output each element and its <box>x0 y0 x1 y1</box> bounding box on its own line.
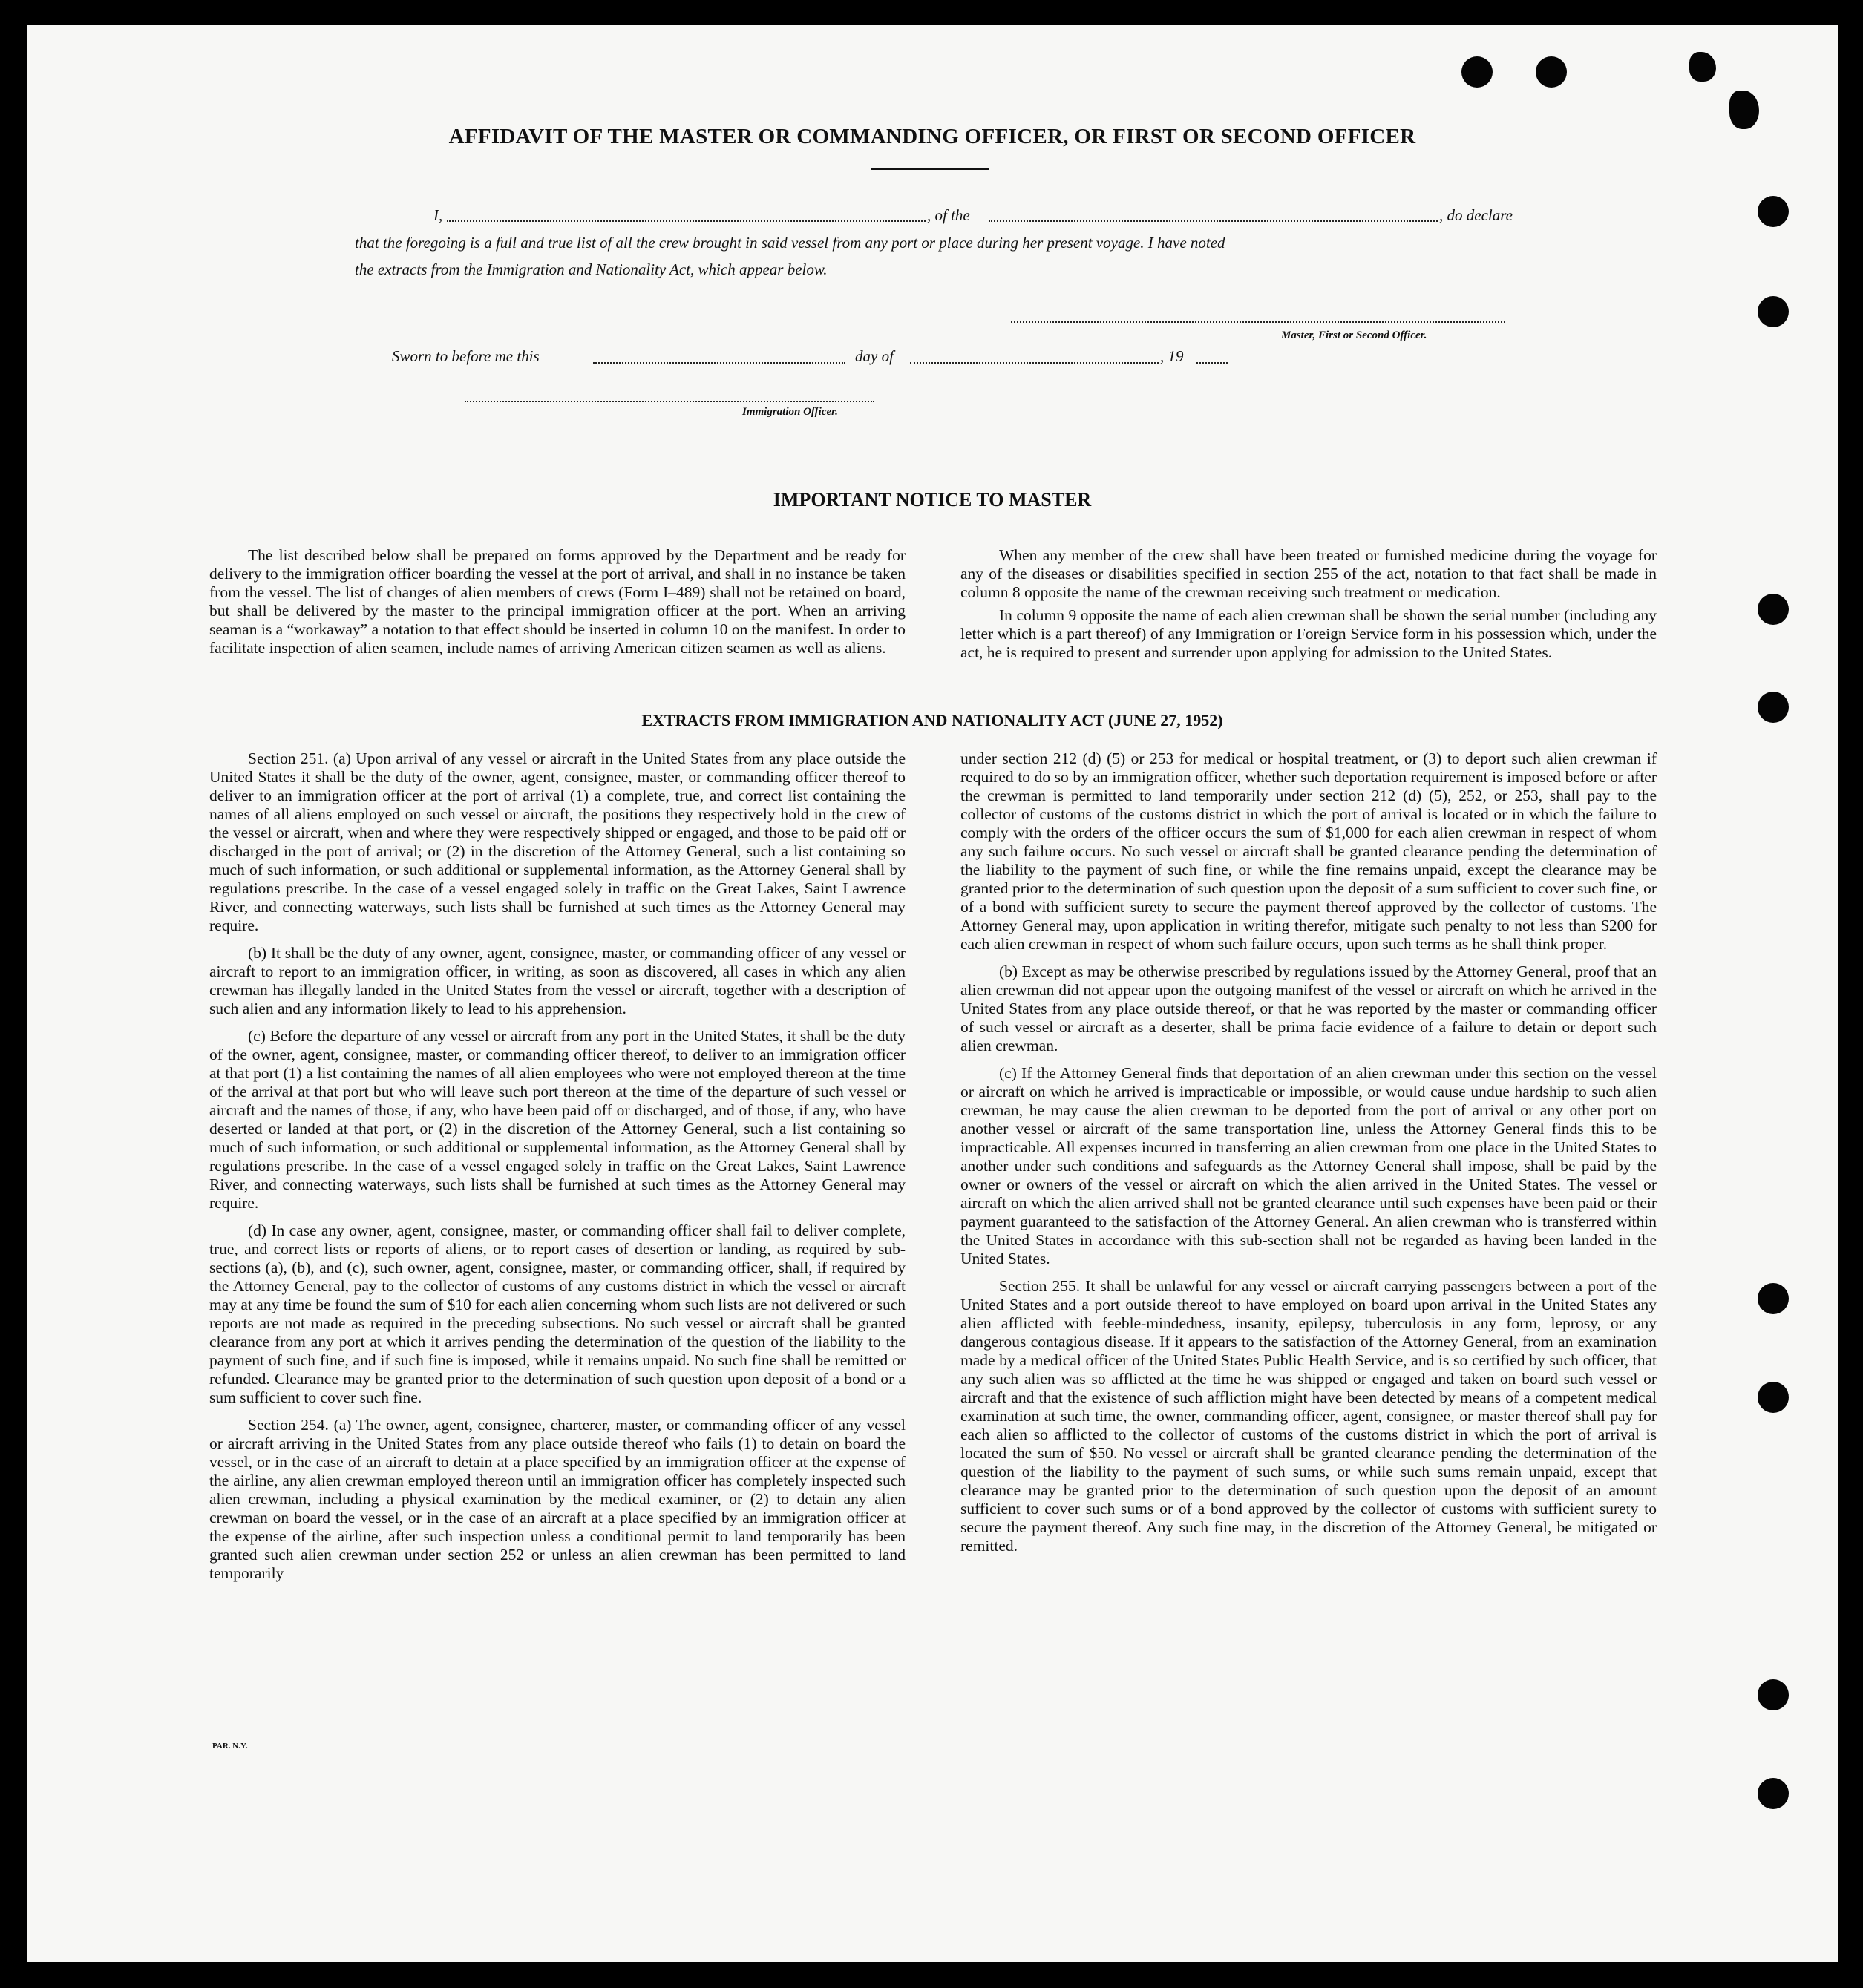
extracts-left-column <box>209 749 906 1592</box>
sworn-month-field[interactable] <box>910 362 1159 364</box>
section-paragraph: (c) If the Attorney General finds that deportation of an alien crewman under this section on the vessel or aircraft on which he arrived is impracticable or impossible, or would cause undue hardship to such alien crewman, he may cause the alien crewman to be deported from the port of arrival or any other port on another vessel or aircraft of the same transportation line, unless the Attorney General finds this to be impracticable. All expenses incurred in transferring an alien crewman from one place in the United States to another under such conditions and safeguards as the Attorney General shall impose, shall be paid by the owner or owners of the vessel or aircraft on which the alien arrived in the United States. The vessel or aircraft on which the alien arrived shall not be granted clearance until such expenses have been paid or their payment guaranteed to the satisfaction of the Attorney General. An alien crewman who is transferred within the United States in accordance with this sub-section shall not be regarded as having been landed in the United States. <box>960 1064 1657 1267</box>
punch-hole-top-1 <box>1461 56 1493 88</box>
sworn-end: , 19 <box>1160 347 1184 365</box>
affidavit-line1-mid: , of the <box>927 206 970 224</box>
section-paragraph: (d) In case any owner, agent, consignee, master, or commanding officer shall fail to deliver complete, true, and correct lists or reports of aliens, or to report cases of desertion or landing, as required by sub-sections (a), (b), and (c), such owner, agent, consignee, master, or commanding officer, shall, if required by the Attorney General, pay to the collector of customs of any customs district in which the vessel or aircraft may at any time be found the sum of $10 for each alien concerning whom such lists are not delivered or such reports are not made as required in the preceding subsections. No such vessel or aircraft shall be granted clearance from any port at which it arrives pending the determination of the question of the liability to the payment of such fine, and if such fine is imposed, while it remains unpaid. No such fine shall be remitted or refunded. Clearance may be granted prior to the determination of such question upon deposit of a bond or a sum sufficient to cover such fine. <box>209 1221 906 1406</box>
section-paragraph: (c) Before the departure of any vessel or aircraft from any port in the United States, it shall be the duty of the owner, agent, consignee, master, or commanding officer thereof, to deliver to an immigration officer at that port (1) a list containing the names of all alien employees who were not employed thereon at the time of the arrival at that port but who will leave such port thereon at the time of the departure of such vessel or aircraft and the names of those, if any, who have been paid off or discharged, and of those, if any, who have deserted or landed at that port, or (2) in the discretion of the Attorney General, such a list containing so much of such information, or such additional or supplemental information, as the Attorney General shall by regulations prescribe. In the case of a vessel engaged solely in traffic on the Great Lakes, Saint Lawrence River, and connecting waterways, such lists shall be furnished at such times as the Attorney General may require. <box>209 1027 906 1212</box>
extracts-title: EXTRACTS FROM IMMIGRATION AND NATIONALITY ACT (JUNE 27, 1952) <box>641 711 1223 729</box>
affidavit-line1-start: I, <box>433 206 443 224</box>
notice-paragraph: In column 9 opposite the name of each alien crewman shall be shown the serial number (including any letter which is a part thereof) of any Immigration or Foreign Service form in his possession which, under the act, he is required to present and surrender upon applying for admission to the United States. <box>960 606 1657 661</box>
section-paragraph: (b) It shall be the duty of any owner, agent, consignee, master, or commanding officer of any vessel or aircraft to report to an immigration officer, in writing, as soon as discovered, all cases in which any alien crewman has illegally landed in the United States from the vessel or aircraft, together with a description of such alien and any information likely to lead to his apprehension. <box>209 944 906 1017</box>
officer-signature-field[interactable] <box>465 401 874 402</box>
punch-hole-right-1 <box>1758 196 1789 227</box>
signature-label: Master, First or Second Officer. <box>1281 329 1427 341</box>
notice-paragraph: When any member of the crew shall have been treated or furnished medicine during the voyage for any of the diseases or disabilities specified in section 255 of the act, notation to that fact shall be made in column 8 opposite the name of the crewman receiving such treatment or medication. <box>960 546 1657 601</box>
affidavit-line2: that the foregoing is a full and true list of all the crew brought in said vessel from any port or place during her present voyage. I have noted <box>355 234 1225 252</box>
punch-hole-right-2 <box>1758 296 1789 327</box>
affidavit-line3: the extracts from the Immigration and Nationality Act, which appear below. <box>355 260 828 278</box>
punch-hole-right-3 <box>1758 594 1789 625</box>
notice-title: IMPORTANT NOTICE TO MASTER <box>773 489 1092 511</box>
notice-paragraph: The list described below shall be prepared on forms approved by the Department and be ready for delivery to the immigration officer boarding the vessel at the port of arrival, and shall in no instance be taken from the vessel. The list of changes of alien members of crews (Form I–489) shall not be retained on board, but shall be delivered by the master to the principal immigration officer at the port. When an arriving seaman is a “workaway” a notation to that effect should be inserted in column 10 on the manifest. In order to facilitate inspection of alien seamen, include names of arriving American citizen seamen as well as aliens. <box>209 546 906 657</box>
scan-blot <box>1689 52 1716 82</box>
sworn-day-field[interactable] <box>593 362 845 364</box>
notice-left-column <box>209 546 906 666</box>
punch-hole-right-5 <box>1758 1283 1789 1314</box>
sworn-start: Sworn to before me this <box>392 347 540 365</box>
printer-mark: PAR. N.Y. <box>212 1742 248 1751</box>
punch-hole-right-7 <box>1758 1679 1789 1710</box>
section-paragraph: Section 251. (a) Upon arrival of any vessel or aircraft in the United States from any place outside the United States it shall be the duty of the owner, agent, consignee, master, or commanding officer thereof to deliver to an immigration officer at the port of arrival (1) a complete, true, and correct list containing the names of all aliens employed on such vessel or aircraft, the positions they respectively hold in the crew of the vessel or aircraft, when and where they were respectively shipped or engaged, and those to be paid off or discharged in the port of arrival; or (2) in the discretion of the Attorney General, such a list containing so much of such information, or such additional or supplemental information, as the Attorney General shall by regulations prescribe. In the case of a vessel engaged solely in traffic on the Great Lakes, Saint Lawrence River, and connecting waterways, such lists shall be furnished at such times as the Attorney General may require. <box>209 749 906 934</box>
vessel-name-field[interactable] <box>989 220 1438 222</box>
master-signature-field[interactable] <box>1011 321 1505 323</box>
section-paragraph: Section 254. (a) The owner, agent, consignee, charterer, master, or commanding officer of any vessel or aircraft arriving in the United States from any place outside thereof who fails (1) to detain on board the vessel, or in the case of an aircraft to detain at a place specified by an immigration officer at the expense of the airline, any alien crewman employed thereon until an immigration officer has completely inspected such alien crewman, including a physical examination by the medical examiner, or (2) to detain any alien crewman on board the vessel, or in the case of an aircraft at a place specified by an immigration officer at the expense of the airline, after such inspection unless a conditional permit to land temporarily has been granted such alien crewman under section 252 or unless an alien crewman has been permitted to land temporarily <box>209 1416 906 1582</box>
sworn-year-field[interactable] <box>1196 362 1228 364</box>
document-page <box>27 25 1838 1962</box>
title-divider <box>871 168 989 170</box>
extracts-right-column <box>960 749 1657 1564</box>
punch-hole-right-8 <box>1758 1778 1789 1809</box>
sworn-mid: day of <box>855 347 894 365</box>
scan-blot <box>1729 91 1759 129</box>
section-paragraph: Section 255. It shall be unlawful for any vessel or aircraft carrying passengers between a port of the United States and a port outside thereof to have employed on board upon arrival in the United States any alien afflicted with feeble-mindedness, insanity, epilepsy, tuberculosis in any form, leprosy, or any dangerous contagious disease. If it appears to the satisfaction of the Attorney General, from an examination made by a medical officer of the United States Public Health Service, and is so certified by such officer, that any such alien was so afflicted at the time he was shipped or engaged and taken on board such vessel or aircraft and that the existence of such affliction might have been detected by means of a competent medical examination at such time, the owner, commanding officer, agent, consignee, or master thereof shall pay for each alien so afflicted to the collector of customs of the customs district in which the port of arrival is located the sum of $50. No vessel or aircraft shall be granted clearance pending the determination of the question of the liability to the payment of such sums, or while such sums remain unpaid, except that clearance may be granted prior to the determination of such question upon the deposit of an amount sufficient to cover such sums or of a bond approved by the collector of customs with sufficient surety to secure the payment thereof. Any such fine may, in the discretion of the Attorney General, be mitigated or remitted. <box>960 1277 1657 1555</box>
affidavit-line1-end: , do declare <box>1439 206 1513 224</box>
section-paragraph: under section 212 (d) (5) or 253 for medical or hospital treatment, or (3) to deport such alien crewman if required to do so by an immigration officer, whether such deportation requirement is imposed before or after the crewman is permitted to land temporarily under section 212 (d) (5), 252, or 253, shall pay to the collector of customs of the customs district in which the port of arrival is located or in which the failure to comply with the orders of the officer occurs the sum of $1,000 for each alien crewman in respect of whom any such failure occurs. No such vessel or aircraft shall be granted clearance pending the determination of the liability to the payment of such fine, or while the fine remains unpaid, except the clearance may be granted prior to the determination of such question upon the deposit of a sum sufficient to cover such fine, or of a bond with sufficient surety to secure the payment thereof approved by the collector of customs. The Attorney General may, upon application in writing therefor, mitigate such penalty to not less than $200 for each alien crewman in respect of whom such failure occurs, upon such terms as he shall think proper. <box>960 749 1657 953</box>
declarant-name-field[interactable] <box>447 220 926 222</box>
notice-right-column <box>960 546 1657 671</box>
affidavit-title: AFFIDAVIT OF THE MASTER OR COMMANDING OFFICER, OR FIRST OR SECOND OFFICER <box>448 125 1416 148</box>
punch-hole-top-2 <box>1536 56 1567 88</box>
punch-hole-right-6 <box>1758 1382 1789 1413</box>
officer-label: Immigration Officer. <box>742 406 838 418</box>
section-paragraph: (b) Except as may be otherwise prescribed by regulations issued by the Attorney General, proof that an alien crewman did not appear upon the outgoing manifest of the vessel or aircraft on which he arrived in the United States from any place outside thereof, or that he was reported by the master or commanding officer of such vessel or aircraft as a deserter, shall be prima facie evidence of a failure to detain or deport such alien crewman. <box>960 962 1657 1054</box>
